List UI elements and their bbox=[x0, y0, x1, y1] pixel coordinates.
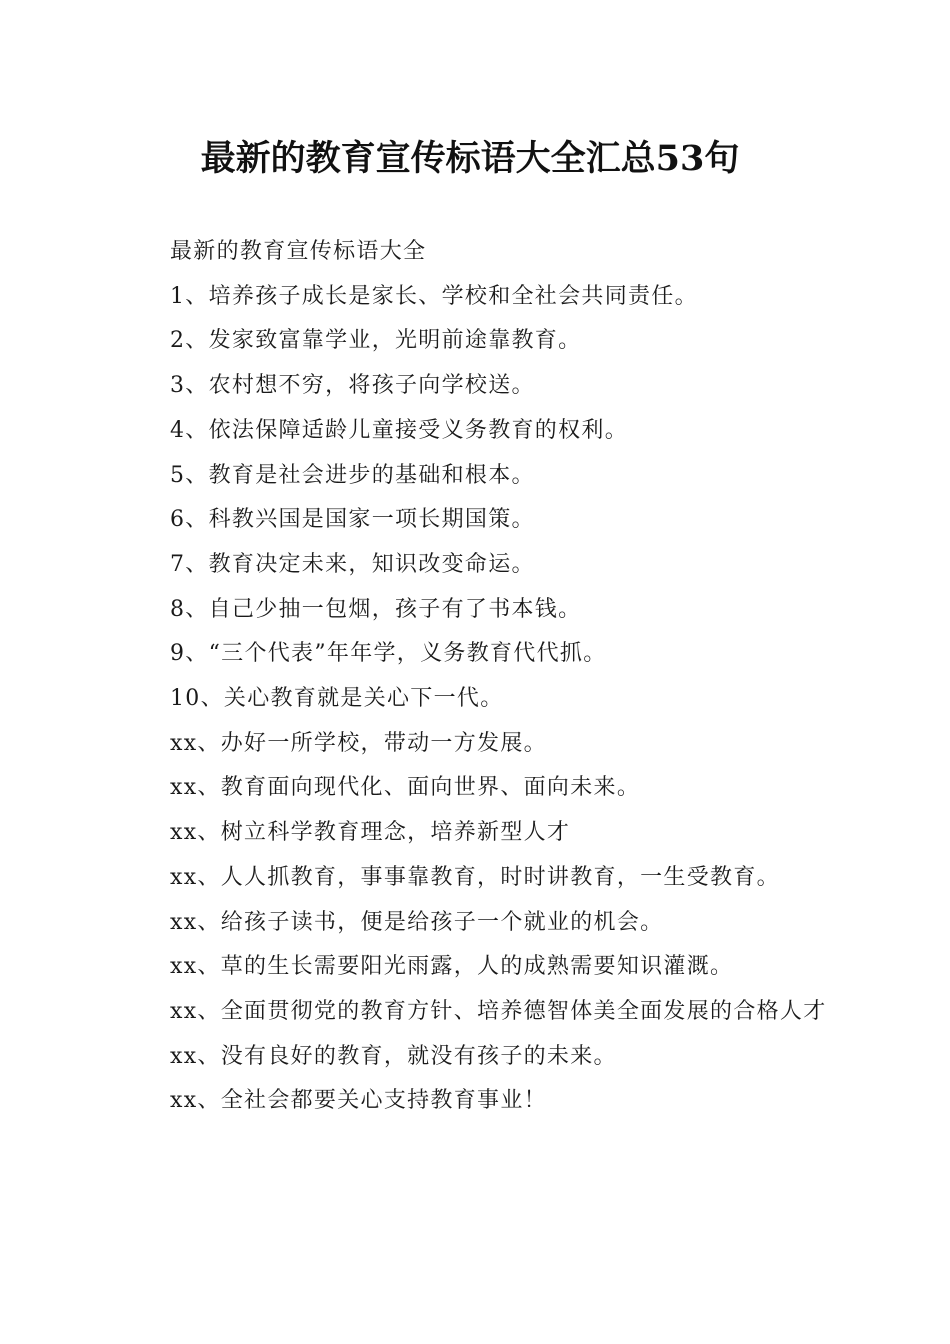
slogan-item: xx、全面贯彻党的教育方针、培养德智体美全面发展的合格人才 bbox=[170, 998, 827, 1024]
slogan-item: xx、全社会都要关心支持教育事业！ bbox=[170, 1088, 547, 1114]
slogan-item: 9、“三个代表”年年学，义务教育代代抓。 bbox=[170, 641, 607, 667]
slogan-item: xx、没有良好的教育，就没有孩子的未来。 bbox=[170, 1043, 617, 1069]
slogan-item: 6、科教兴国是国家一项长期国策。 bbox=[170, 507, 535, 533]
document-title: 最新的教育宣传标语大全汇总53句 bbox=[200, 138, 740, 179]
slogan-item: 7、教育决定未来，知识改变命运。 bbox=[170, 551, 535, 577]
slogan-item: xx、树立科学教育理念，培养新型人才 bbox=[170, 820, 571, 846]
paragraph-heading: 最新的教育宣传标语大全 bbox=[170, 239, 427, 264]
document-body bbox=[118, 230, 832, 1124]
slogan-item: 10、关心教育就是关心下一代。 bbox=[170, 686, 504, 712]
slogan-item: 4、依法保障适龄儿童接受义务教育的权利。 bbox=[170, 417, 628, 443]
slogan-item: xx、教育面向现代化、面向世界、面向未来。 bbox=[170, 775, 641, 801]
slogan-item: 8、自己少抽一包烟，孩子有了书本钱。 bbox=[170, 596, 582, 622]
slogan-item: xx、办好一所学校，带动一方发展。 bbox=[170, 730, 547, 756]
slogan-item: xx、人人抓教育，事事靠教育，时时讲教育，一生受教育。 bbox=[170, 864, 780, 890]
slogan-item: 5、教育是社会进步的基础和根本。 bbox=[170, 462, 535, 488]
slogan-item: xx、草的生长需要阳光雨露，人的成熟需要知识灌溉。 bbox=[170, 954, 734, 980]
slogan-item: 2、发家致富靠学业，光明前途靠教育。 bbox=[170, 328, 582, 354]
slogan-item: 3、农村想不穷，将孩子向学校送。 bbox=[170, 373, 535, 399]
slogan-item: xx、给孩子读书，便是给孩子一个就业的机会。 bbox=[170, 909, 664, 935]
slogan-item: 1、培养孩子成长是家长、学校和全社会共同责任。 bbox=[170, 283, 698, 309]
